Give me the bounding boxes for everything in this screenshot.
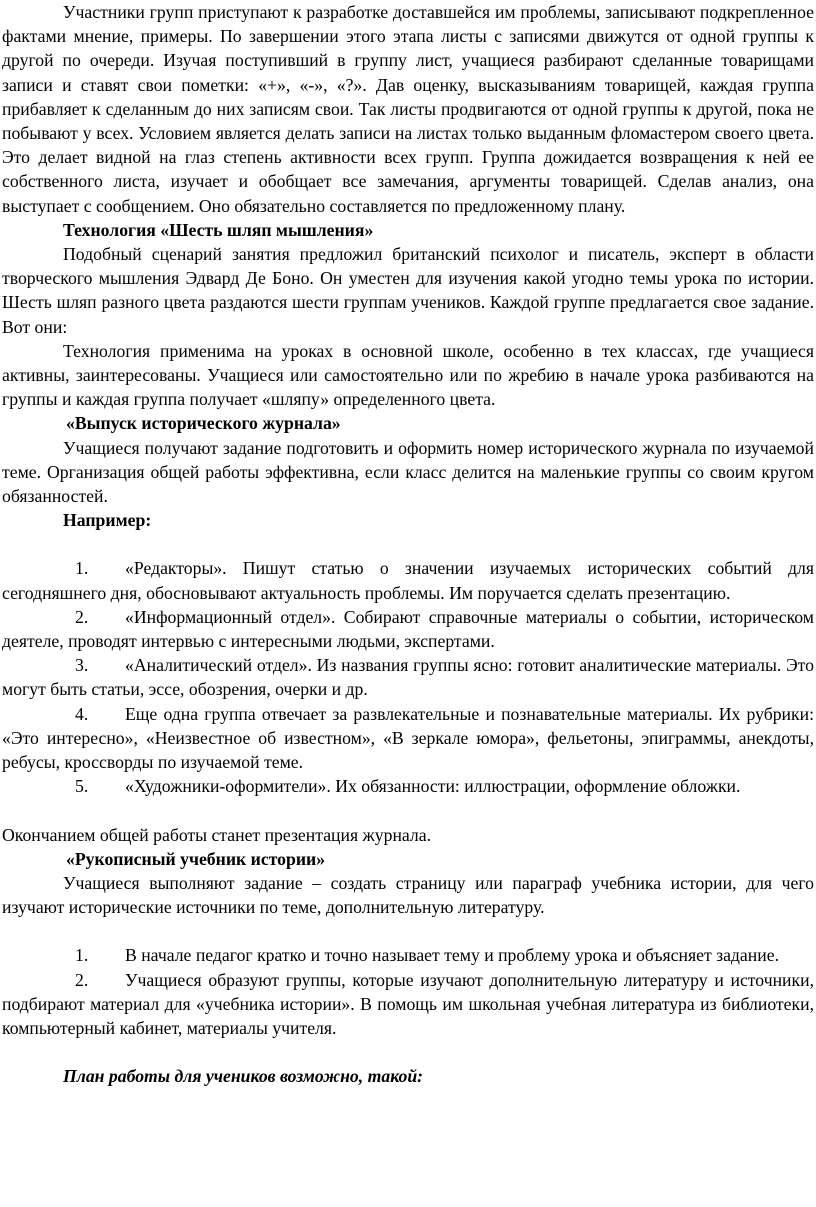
journal-groups-list (2, 556, 814, 798)
heading-for-example: Например: (63, 510, 152, 531)
paragraph-de-bono: Подобный сценарий занятия предложил британский психолог и писатель, эксперт в области творческого мышления Эдвард Де Боно. Он уместен для изучения какой угодно темы урока по истории. Шесть шляп разного цвета раздаются шести группам учеников. Каждой группе предлагается свое задание. Вот они: (2, 244, 814, 337)
heading-work-plan: План работы для учеников возможно, такой: (63, 1066, 424, 1087)
list-item-text: «Художники-оформители». Их обязанности: иллюстрации, оформление обложки. (125, 776, 741, 797)
list-item-number: 1. (75, 558, 89, 579)
list-item-number: 1. (75, 945, 89, 966)
spacer (2, 532, 814, 556)
list-item-text: Еще одна группа отвечает за развлекательные и познавательные материалы. Их рубрики: «Это интересно», «Неизвестное об известном», «В зеркале юмора», фельетоны, эпиграммы, анекдоты, ребусы, кроссворды по изучаемой теме. (2, 703, 814, 773)
list-item-text: «Редакторы». Пишут статью о значении изучаемых исторических событий для сегодняшнего дня, обосновывают актуальность проблемы. Им поручается сделать презентацию. (2, 558, 814, 603)
textbook-steps-list (2, 943, 814, 1040)
list-item-number: 5. (75, 776, 89, 797)
list-item (2, 968, 814, 1041)
paragraph-journal-task: Учащиеся получают задание подготовить и оформить номер исторического журнала по изучаемой теме. Организация общей работы эффективна, если класс делится на маленькие группы со своим кругом обязанностей. (2, 437, 814, 507)
spacer (2, 1040, 814, 1064)
list-item-number: 2. (75, 606, 89, 627)
list-item (2, 653, 814, 701)
spacer (2, 919, 814, 943)
list-item-text: «Информационный отдел». Собирают справочные материалы о событии, историческом деятеле, проводят интервью с интересными людьми, экспертами. (2, 606, 814, 652)
paragraph-textbook-task: Учащиеся выполняют задание – создать страницу или параграф учебника истории, для чего изучают исторические источники по теме, дополнительную литературу. (2, 872, 814, 918)
list-item-number: 3. (75, 655, 89, 676)
list-item-text: Учащиеся образуют группы, которые изучают дополнительную литературу и источники, подбирают материал для «учебника истории». В помощь им школьная учебная литература из библиотеки, компьютерный кабинет, материалы учителя. (2, 969, 814, 1038)
heading-historical-journal: «Выпуск исторического журнала» (66, 413, 341, 434)
list-item-text: «Аналитический отдел». Из названия группы ясно: готовит аналитические материалы. Это могут быть статьи, эссе, обозрения, очерки и др. (2, 655, 814, 700)
spacer (2, 799, 814, 823)
paragraph-group-work: Участники групп приступают к разработке доставшейся им проблемы, записывают подкрепленное фактами мнение, примеры. По завершении этого этапа листы с записями движутся от одной группы к другой по очереди. Изучая поступивший в группу лист, учащиеся разбирают сделанные товарищами записи и ставят свои пометки: «+», «-», «?». Дав оценку, высказываниям товарищей, каждая группа прибавляет к сделанным до них записям свои. Так листы продвигаются от одной группы к другой, пока не побывают у всех. Условием является делать записи на листах только выданным фломастером своего цвета. Это делает видной на глаз степень активности всех групп. Группа дожидается возвращения к ней ее собственного листа, изучает и обобщает все замечания, аргументы товарищей. Сделав анализ, она выступает с сообщением. Оно обязательно составляется по предложенному плану. (2, 2, 814, 216)
heading-six-hats: Технология «Шесть шляп мышления» (63, 219, 374, 240)
heading-handwritten-textbook: «Рукописный учебник истории» (66, 848, 326, 869)
list-item (2, 605, 814, 653)
list-item (2, 702, 814, 775)
list-item-number: 2. (75, 969, 89, 990)
closing-sentence: Окончанием общей работы станет презентация журнала. (2, 824, 432, 845)
list-item-text: В начале педагог кратко и точно называет тему и проблему урока и объясняет задание. (125, 945, 779, 966)
list-item (2, 943, 814, 967)
list-item (2, 556, 814, 604)
paragraph-technology-applicable: Технология применима на уроках в основной школе, особенно в тех классах, где учащиеся активны, заинтересованы. Учащиеся или самостоятельно или по жребию в начале урока разбиваются на группы и каждая группа получает «шляпу» определенного цвета. (2, 340, 814, 410)
list-item (2, 774, 814, 798)
list-item-number: 4. (75, 703, 89, 724)
